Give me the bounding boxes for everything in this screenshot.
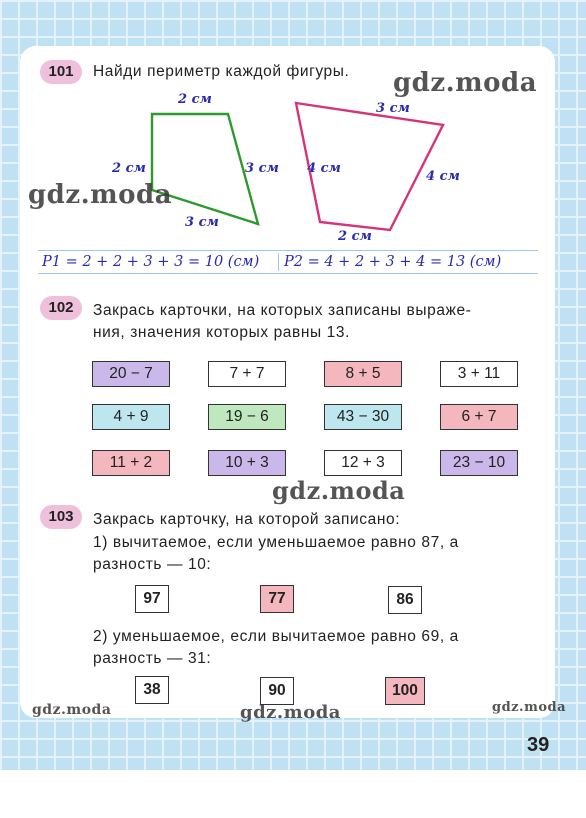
- task-103-number: 103: [40, 505, 82, 529]
- answer-p1: P1 = 2 + 2 + 3 + 3 = 10 (см): [42, 254, 260, 270]
- page-number: 39: [527, 734, 550, 756]
- task-102-text-line2: ния, значения которых равны 13.: [93, 324, 351, 341]
- task-101-answers: [38, 250, 538, 274]
- task-103-part2-line1: 2) уменьшаемое, если вычитаемое равно 69, а: [93, 628, 459, 645]
- expression-card[interactable]: 12 + 3: [324, 450, 402, 476]
- fig2-top-label: 3 см: [376, 101, 410, 116]
- watermark: gdz.moda: [28, 180, 173, 210]
- expression-card[interactable]: 20 − 7: [92, 361, 170, 387]
- expression-card[interactable]: 10 + 3: [208, 450, 286, 476]
- watermark: gdz.moda: [393, 68, 538, 98]
- answer-number-box[interactable]: 86: [388, 586, 422, 614]
- expression-card[interactable]: 8 + 5: [324, 361, 402, 387]
- expression-card[interactable]: 4 + 9: [92, 404, 170, 430]
- watermark: gdz.moda: [240, 702, 341, 723]
- fig1-top-label: 2 см: [178, 92, 212, 107]
- expression-card[interactable]: 7 + 7: [208, 361, 286, 387]
- expression-card[interactable]: 19 − 6: [208, 404, 286, 430]
- watermark: gdz.moda: [492, 700, 567, 715]
- expression-card[interactable]: 3 + 11: [440, 361, 518, 387]
- expression-card[interactable]: 6 + 7: [440, 404, 518, 430]
- task-101-title: Найди периметр каждой фигуры.: [93, 63, 350, 80]
- answer-number-box[interactable]: 97: [135, 585, 169, 613]
- task-103-text-line1: Закрась карточку, на которой записано:: [93, 511, 401, 528]
- fig2-left-label: 4 см: [307, 161, 341, 176]
- answer-number-box[interactable]: 100: [385, 677, 425, 705]
- task-103-part1-line2: разность — 10:: [93, 556, 212, 573]
- answer-p2: P2 = 4 + 2 + 3 + 4 = 13 (см): [284, 254, 502, 270]
- answer-number-box[interactable]: 77: [260, 585, 294, 613]
- expression-card[interactable]: 23 − 10: [440, 450, 518, 476]
- watermark: gdz.moda: [272, 476, 406, 505]
- task-103-part1-line1: 1) вычитаемое, если уменьшаемое равно 87, а: [93, 534, 459, 551]
- fig1-bottom-label: 3 см: [185, 215, 219, 230]
- task-102-text-line1: Закрась карточки, на которых записаны выраже-: [93, 302, 472, 319]
- fig2-right-label: 4 см: [426, 169, 460, 184]
- fig1-right-label: 3 см: [245, 161, 279, 176]
- answer-number-box[interactable]: 38: [135, 676, 169, 704]
- answer-separator: [278, 253, 279, 271]
- answer-number-box[interactable]: 90: [260, 677, 294, 705]
- fig1-left-label: 2 см: [112, 161, 146, 176]
- watermark: gdz.moda: [32, 702, 112, 718]
- expression-card[interactable]: 43 − 30: [324, 404, 402, 430]
- figures-drawing: [90, 86, 490, 246]
- expression-card[interactable]: 11 + 2: [92, 450, 170, 476]
- task-101-number: 101: [40, 60, 82, 84]
- task-103-part2-line2: разность — 31:: [93, 650, 212, 667]
- fig2-bottom-label: 2 см: [338, 229, 372, 244]
- task-102-number: 102: [40, 296, 82, 320]
